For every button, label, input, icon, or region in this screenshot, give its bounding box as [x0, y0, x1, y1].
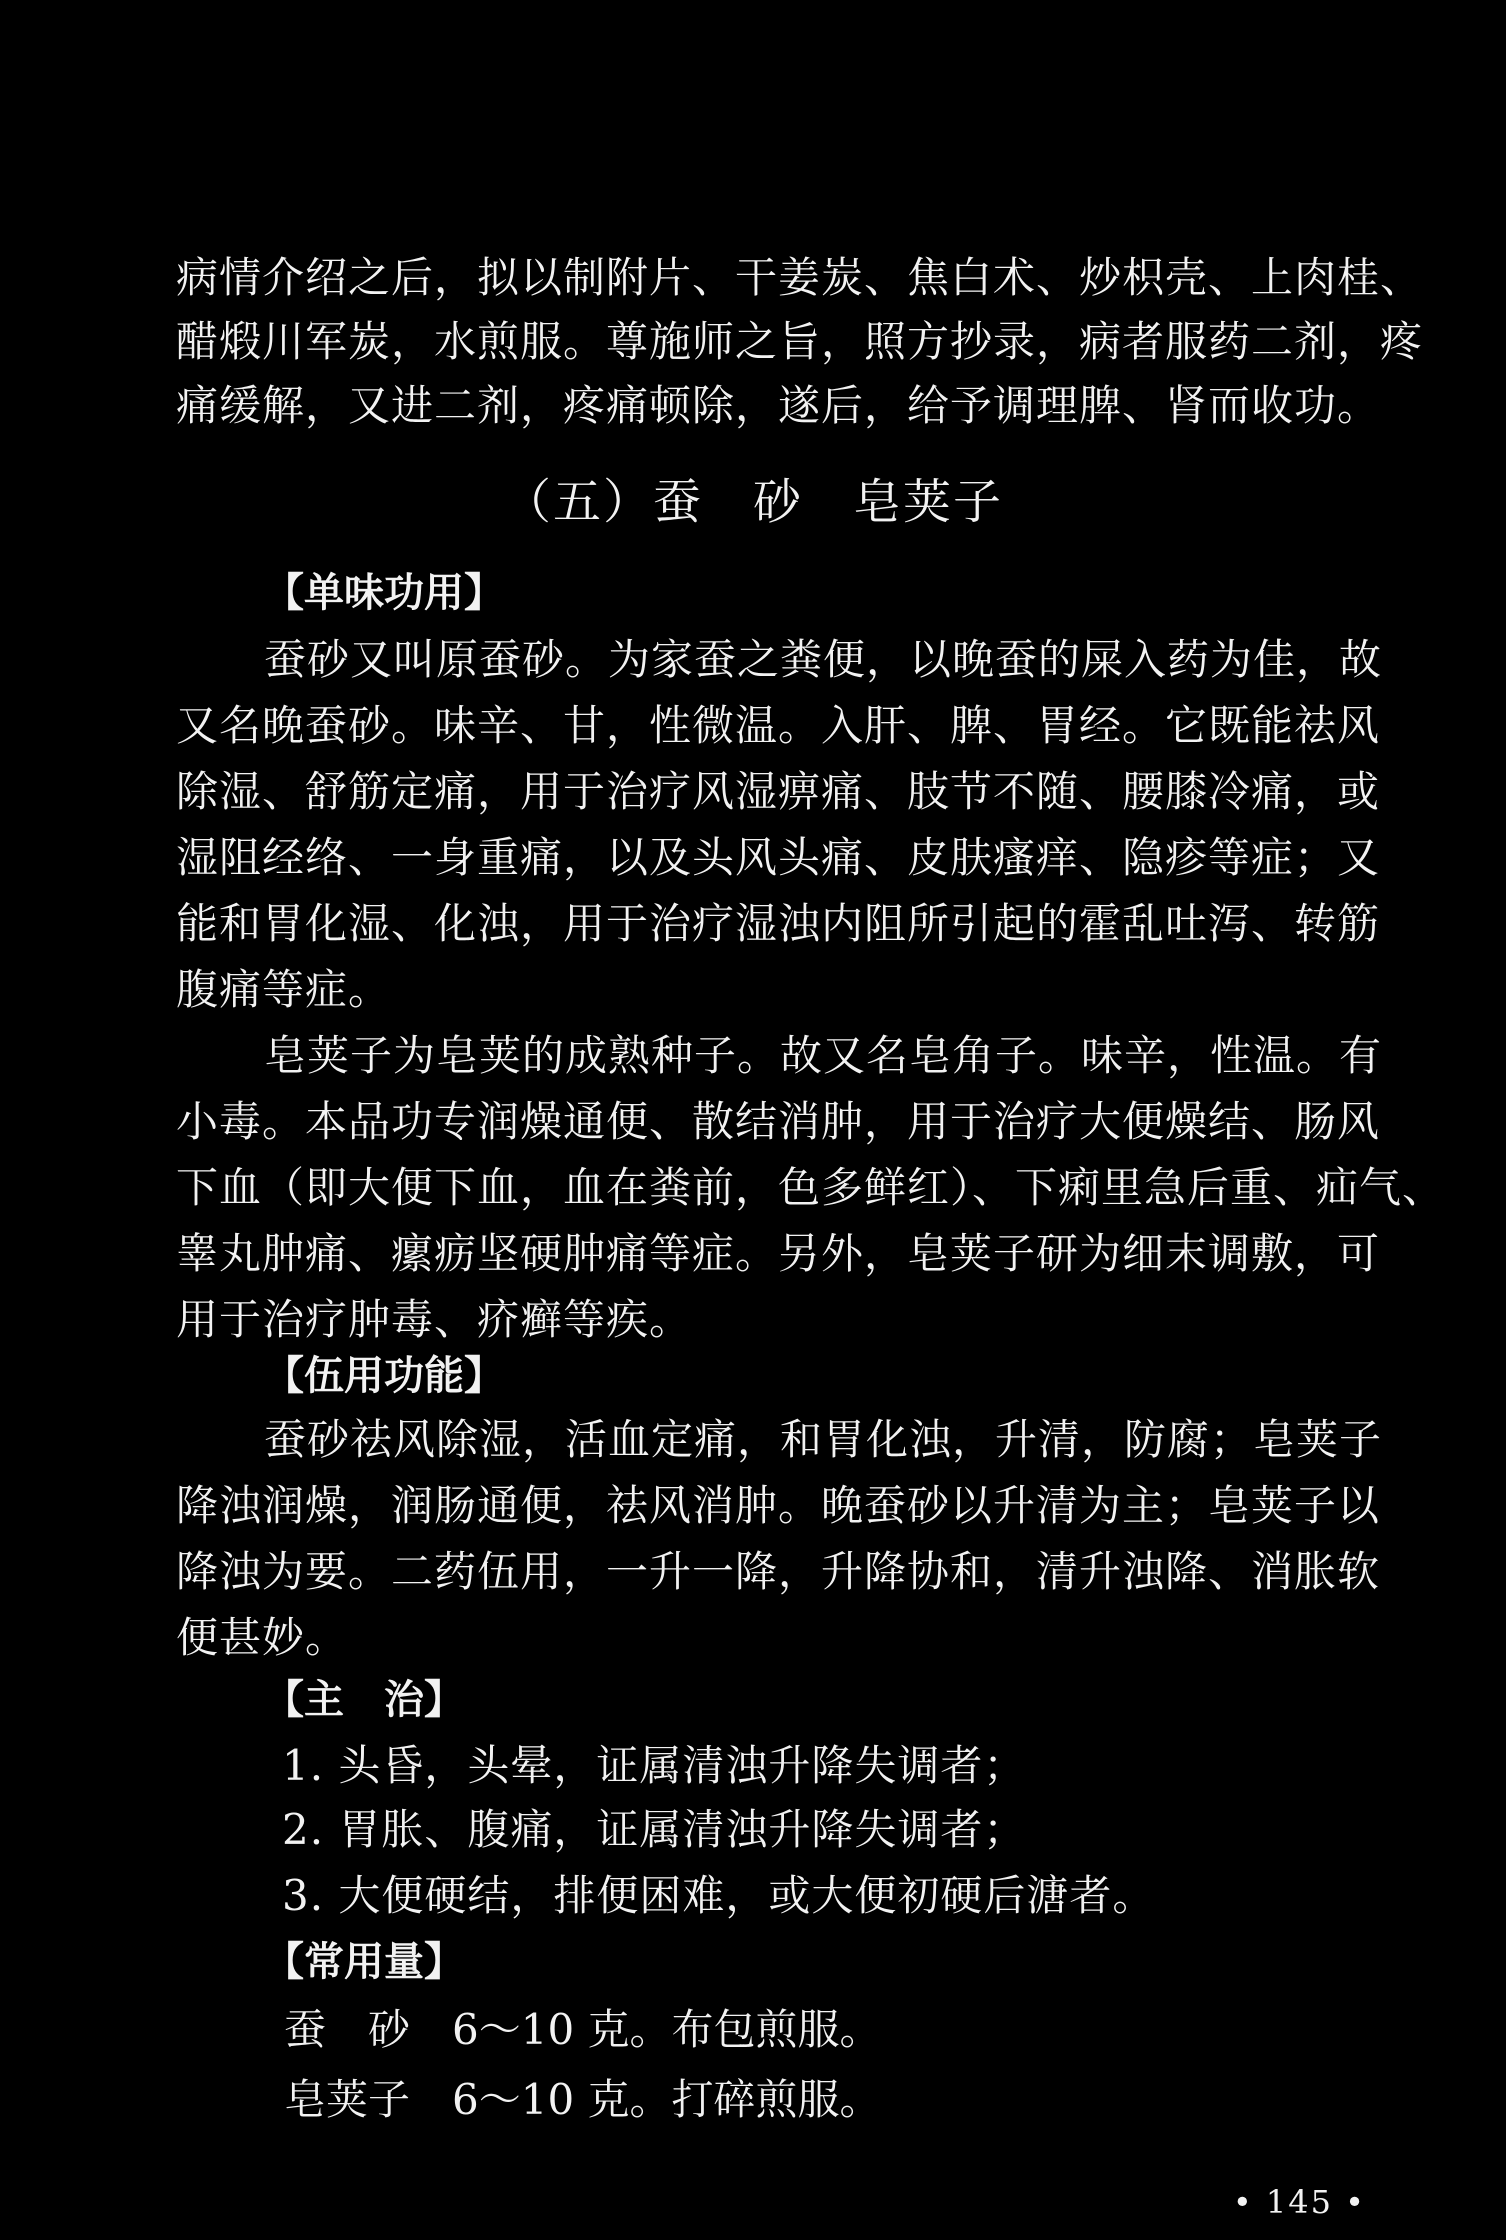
top-paragraph-line: 病情介绍之后，拟以制附片、干姜炭、焦白术、炒枳壳、上肉桂、 [176, 253, 1424, 302]
paragraph-line: 降浊润燥，润肠通便，祛风消肿。晚蚕砂以升清为主；皂荚子以 [176, 1481, 1381, 1530]
paragraph-line: 便甚妙。 [176, 1613, 349, 1662]
paragraph-line: 小毒。本品功专润燥通便、散结消肿，用于治疗大便燥结、肠风 [176, 1097, 1381, 1146]
paragraph-line: 皂荚子为皂荚的成熟种子。故又名皂角子。味辛，性温。有 [264, 1031, 1383, 1080]
heading-indications: 【主 治】 [264, 1676, 464, 1723]
paragraph-line: 降浊为要。二药伍用，一升一降，升降协和，清升浊降、消胀软 [176, 1547, 1381, 1596]
paragraph-line: 下血（即大便下血，血在粪前，色多鲜红）、下痢里急后重、疝气、 [176, 1163, 1446, 1212]
heading-dosage: 【常用量】 [264, 1938, 464, 1985]
heading-single-use: 【单味功用】 [264, 569, 504, 616]
top-paragraph-line: 醋煅川军炭，水煎服。尊施师之旨，照方抄录，病者服药二剂，疼 [176, 317, 1424, 366]
paragraph-line: 湿阻经络、一身重痛，以及头风头痛、皮肤瘙痒、隐疹等症；又 [176, 833, 1381, 882]
heading-combination: 【伍用功能】 [264, 1352, 504, 1399]
paragraph-line: 蚕砂又叫原蚕砂。为家蚕之粪便，以晚蚕的屎入药为佳，故 [264, 635, 1383, 684]
indication-item: 2. 胃胀、腹痛，证属清浊升降失调者； [282, 1805, 1027, 1854]
paragraph-line: 用于治疗肿毒、疥癣等疾。 [176, 1295, 693, 1344]
dosage-item: 蚕 砂 6～10 克。布包煎服。 [284, 2005, 882, 2054]
paragraph-line: 又名晚蚕砂。味辛、甘，性微温。入肝、脾、胃经。它既能祛风 [176, 701, 1381, 750]
page-number: • 145 • [1232, 2183, 1366, 2221]
section-title: （五）蚕 砂 皂荚子 [502, 474, 1003, 530]
paragraph-line: 蚕砂祛风除湿，活血定痛，和胃化浊，升清，防腐；皂荚子 [264, 1415, 1383, 1464]
paragraph-line: 腹痛等症。 [176, 965, 392, 1014]
indication-item: 1. 头昏，头晕，证属清浊升降失调者； [282, 1741, 1027, 1790]
top-paragraph-line: 痛缓解，又进二剂，疼痛顿除，遂后，给予调理脾、肾而收功。 [176, 381, 1381, 430]
paragraph-line: 睾丸肿痛、瘰疬坚硬肿痛等症。另外，皂荚子研为细末调敷，可 [176, 1229, 1381, 1278]
paragraph-line: 能和胃化湿、化浊，用于治疗湿浊内阻所引起的霍乱吐泻、转筋 [176, 899, 1381, 948]
indication-item: 3. 大便硬结，排便困难，或大便初硬后溏者。 [282, 1871, 1156, 1920]
paragraph-line: 除湿、舒筋定痛，用于治疗风湿痹痛、肢节不随、腰膝冷痛，或 [176, 767, 1381, 816]
dosage-item: 皂荚子 6～10 克。打碎煎服。 [284, 2075, 882, 2124]
